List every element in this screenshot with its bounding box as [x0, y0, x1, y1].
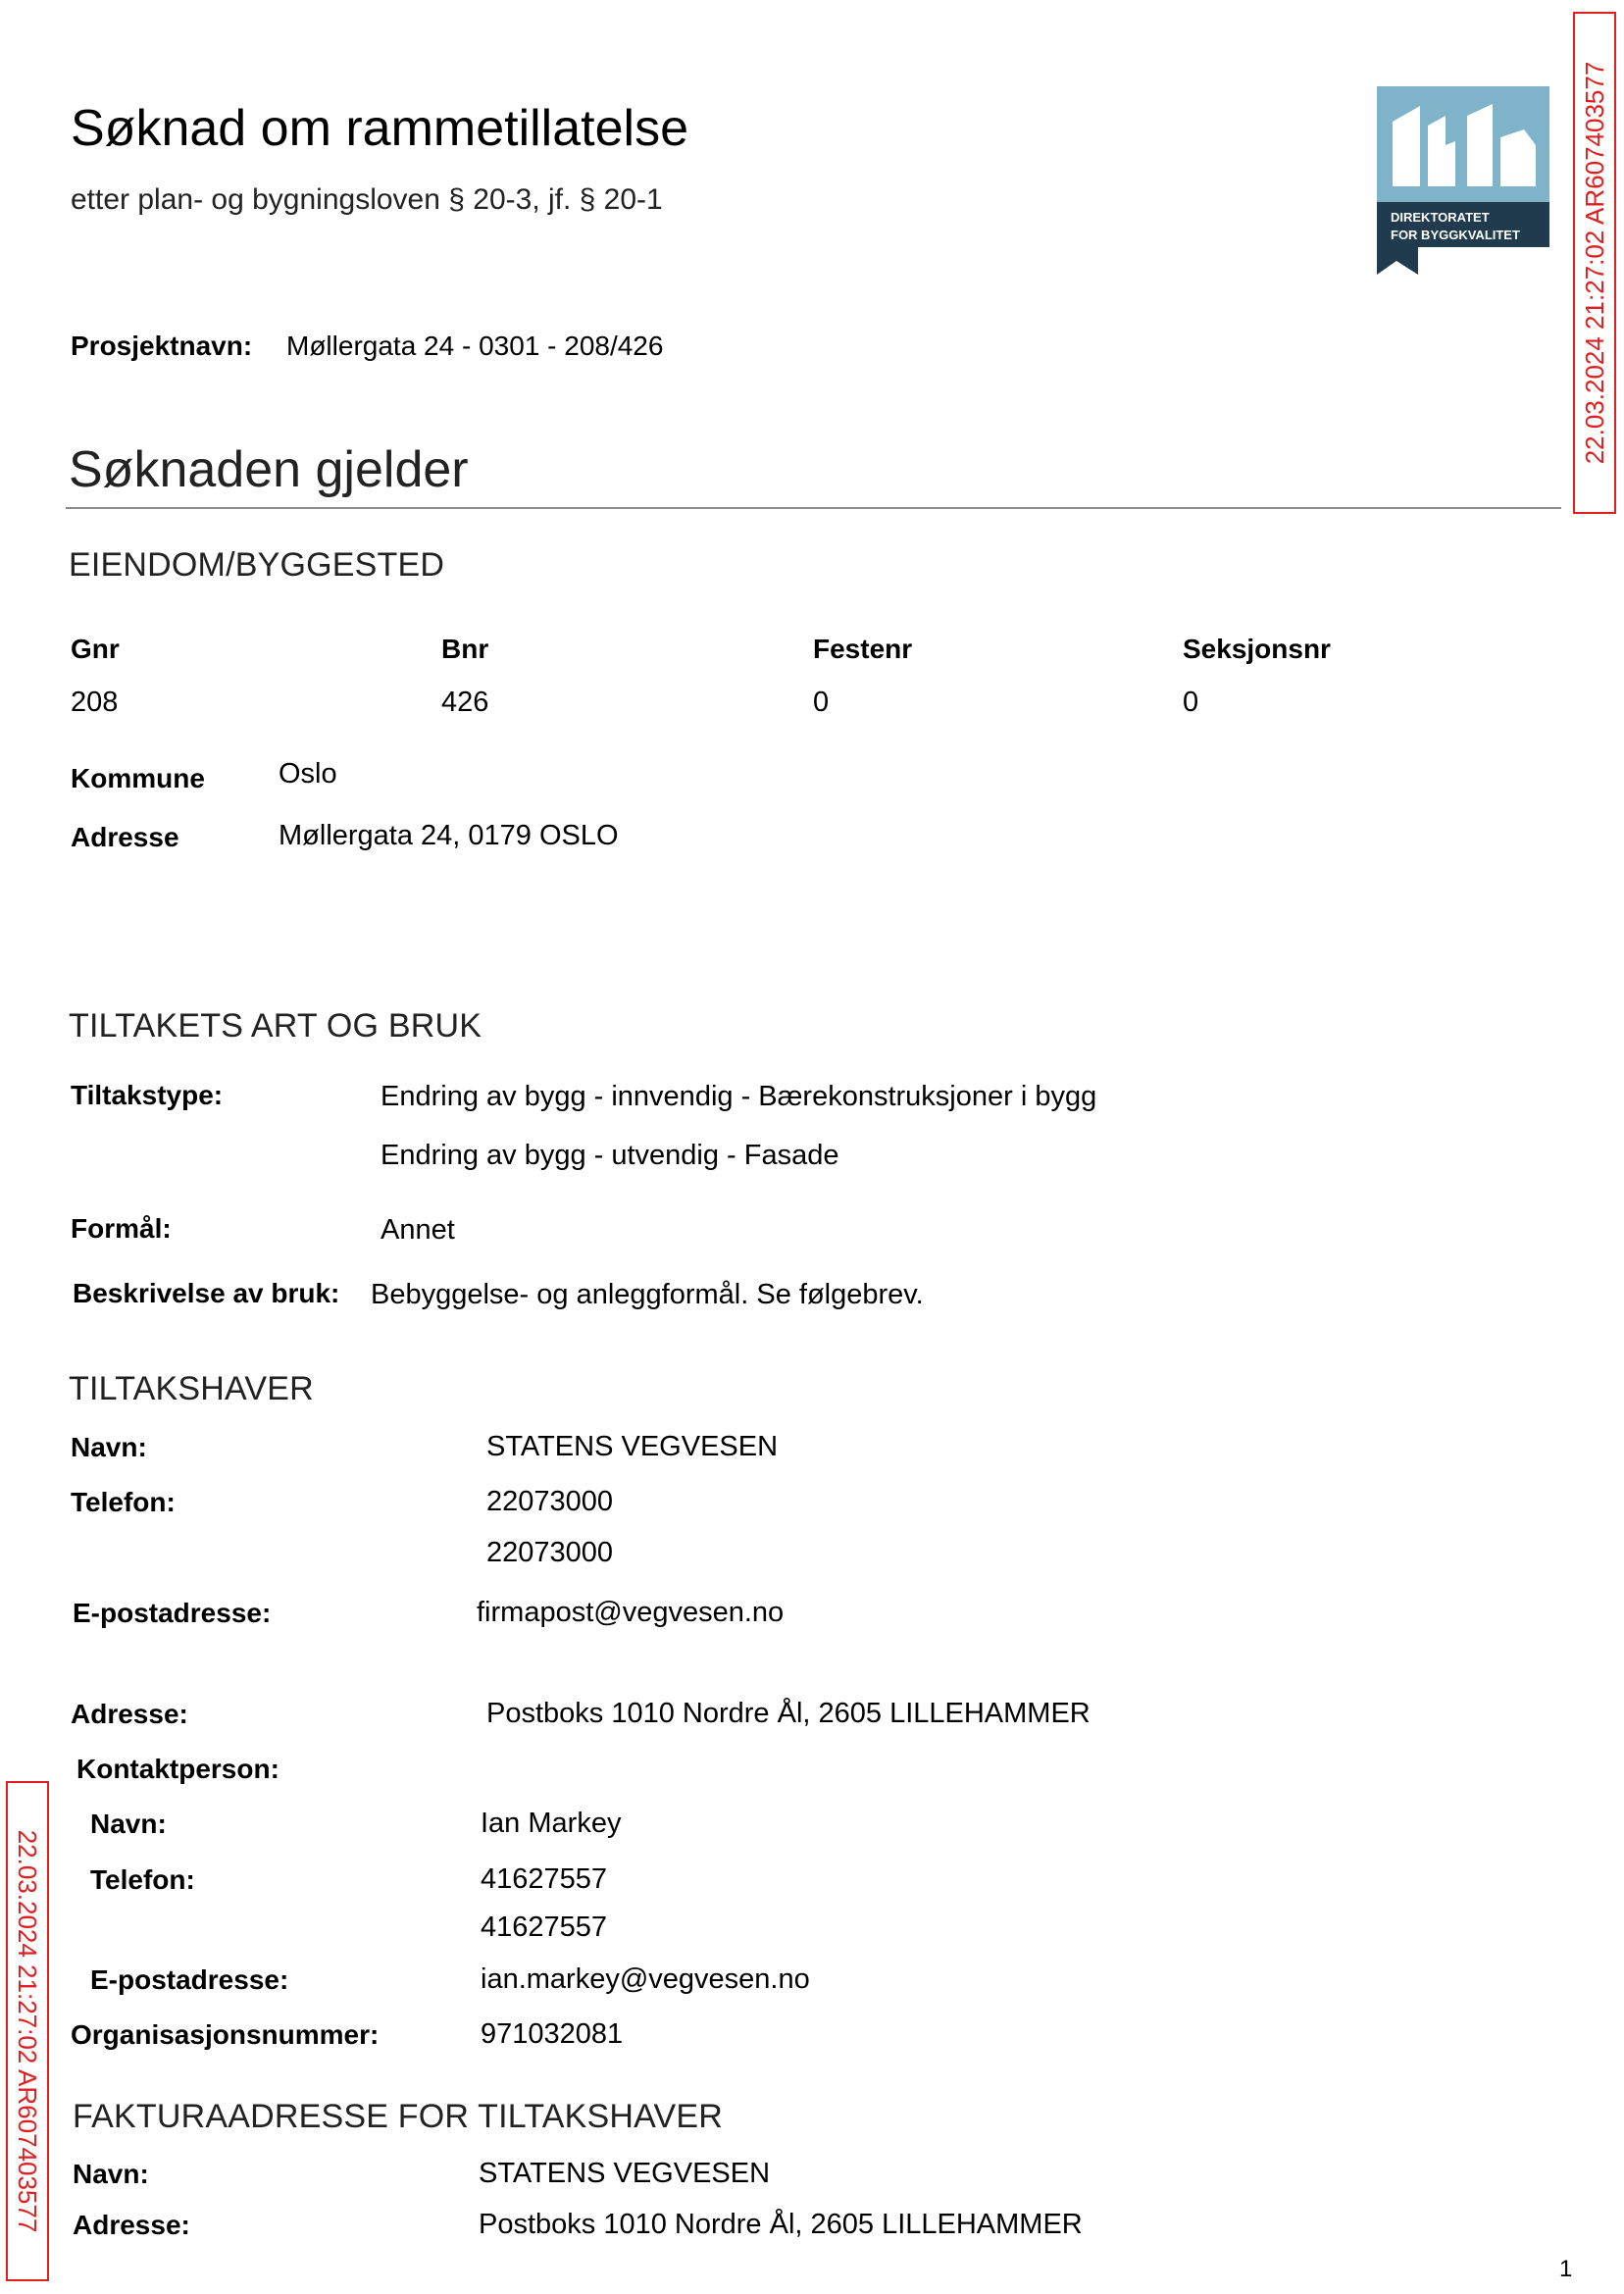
kommune-value: Oslo [279, 758, 337, 790]
kontakt-telefon-label: Telefon: [90, 1864, 195, 1895]
seksjonsnr-value: 0 [1183, 687, 1199, 718]
org-nummer-value: 971032081 [481, 2018, 624, 2050]
project-name-value: Møllergata 24 - 0301 - 208/426 [286, 331, 664, 361]
stamp-text-bottom: 22.03.2024 21:27:02 AR607403577 [13, 1829, 42, 2233]
tiltakshaver-heading: TILTAKSHAVER [69, 1370, 314, 1407]
kontakt-telefon-value-2: 41627557 [481, 1912, 608, 1943]
festenr-value: 0 [813, 687, 830, 718]
kontakt-epost-label: E-postadresse: [90, 1964, 289, 1995]
section-title: Søknaden gjelder [69, 441, 469, 498]
kontakt-telefon-value-1: 41627557 [481, 1863, 608, 1895]
kontakt-navn-value: Ian Markey [481, 1808, 622, 1839]
bnr-value: 426 [441, 687, 489, 718]
logo-text-line1: DIREKTORATET [1391, 210, 1490, 225]
faktura-navn-label: Navn: [73, 2159, 149, 2189]
page-number: 1 [1559, 2256, 1573, 2282]
kontakt-navn-label: Navn: [90, 1809, 167, 1839]
gnr-label: Gnr [71, 634, 120, 664]
receipt-stamp-top [1573, 12, 1616, 514]
receipt-stamp-bottom [6, 1781, 49, 2281]
adresse-value: Møllergata 24, 0179 OSLO [279, 820, 619, 851]
tiltakshaver-epost-value: firmapost@vegvesen.no [477, 1597, 785, 1628]
tiltakstype-value-2: Endring av bygg - utvendig - Fasade [381, 1140, 839, 1171]
faktura-heading: FAKTURAADRESSE FOR TILTAKSHAVER [73, 2098, 724, 2135]
tiltakshaver-navn-value: STATENS VEGVESEN [486, 1431, 779, 1462]
gnr-value: 208 [71, 687, 119, 718]
bnr-label: Bnr [441, 634, 489, 664]
tiltakshaver-navn-label: Navn: [71, 1432, 147, 1462]
tiltakshaver-adresse-value: Postboks 1010 Nordre Ål, 2605 LILLEHAMMER [486, 1698, 1091, 1729]
section-divider [66, 507, 1561, 509]
tiltakstype-value-1: Endring av bygg - innvendig - Bærekonstruksjoner i bygg [381, 1081, 1097, 1112]
bruk-value: Bebyggelse- og anleggformål. Se følgebrev. [371, 1279, 924, 1310]
kontakt-epost-value: ian.markey@vegvesen.no [481, 1963, 810, 1995]
tiltakshaver-epost-label: E-postadresse: [73, 1598, 272, 1628]
eiendom-heading: EIENDOM/BYGGESTED [69, 546, 445, 584]
festenr-label: Festenr [813, 634, 913, 664]
document-subtitle: etter plan- og bygningsloven § 20-3, jf. § 20-1 [71, 183, 663, 216]
faktura-adresse-label: Adresse: [73, 2210, 190, 2240]
adresse-label: Adresse [71, 822, 179, 852]
tiltakshaver-telefon-value-1: 22073000 [486, 1486, 614, 1517]
formal-value: Annet [381, 1214, 455, 1246]
faktura-navn-value: STATENS VEGVESEN [479, 2158, 771, 2189]
tiltakshaver-telefon-label: Telefon: [71, 1487, 176, 1517]
tiltakshaver-telefon-value-2: 22073000 [486, 1537, 614, 1568]
formal-label: Formål: [71, 1213, 172, 1244]
stamp-text: 22.03.2024 21:27:02 AR607403577 [1580, 61, 1609, 465]
project-name-label: Prosjektnavn: [71, 331, 253, 361]
seksjonsnr-label: Seksjonsnr [1183, 634, 1331, 664]
logo-text-line2: FOR BYGGKVALITET [1391, 228, 1520, 242]
kommune-label: Kommune [71, 763, 205, 793]
faktura-adresse-value: Postboks 1010 Nordre Ål, 2605 LILLEHAMMER [479, 2209, 1083, 2240]
dibk-logo [1377, 86, 1549, 275]
kontaktperson-label: Kontaktperson: [76, 1754, 279, 1784]
tiltakshaver-adresse-label: Adresse: [71, 1699, 188, 1729]
org-nummer-label: Organisasjonsnummer: [71, 2019, 380, 2050]
tiltakstype-label: Tiltakstype: [71, 1080, 224, 1110]
bruk-label: Beskrivelse av bruk: [73, 1278, 340, 1308]
document-title: Søknad om rammetillatelse [71, 100, 688, 157]
tiltak-heading: TILTAKETS ART OG BRUK [69, 1007, 482, 1045]
